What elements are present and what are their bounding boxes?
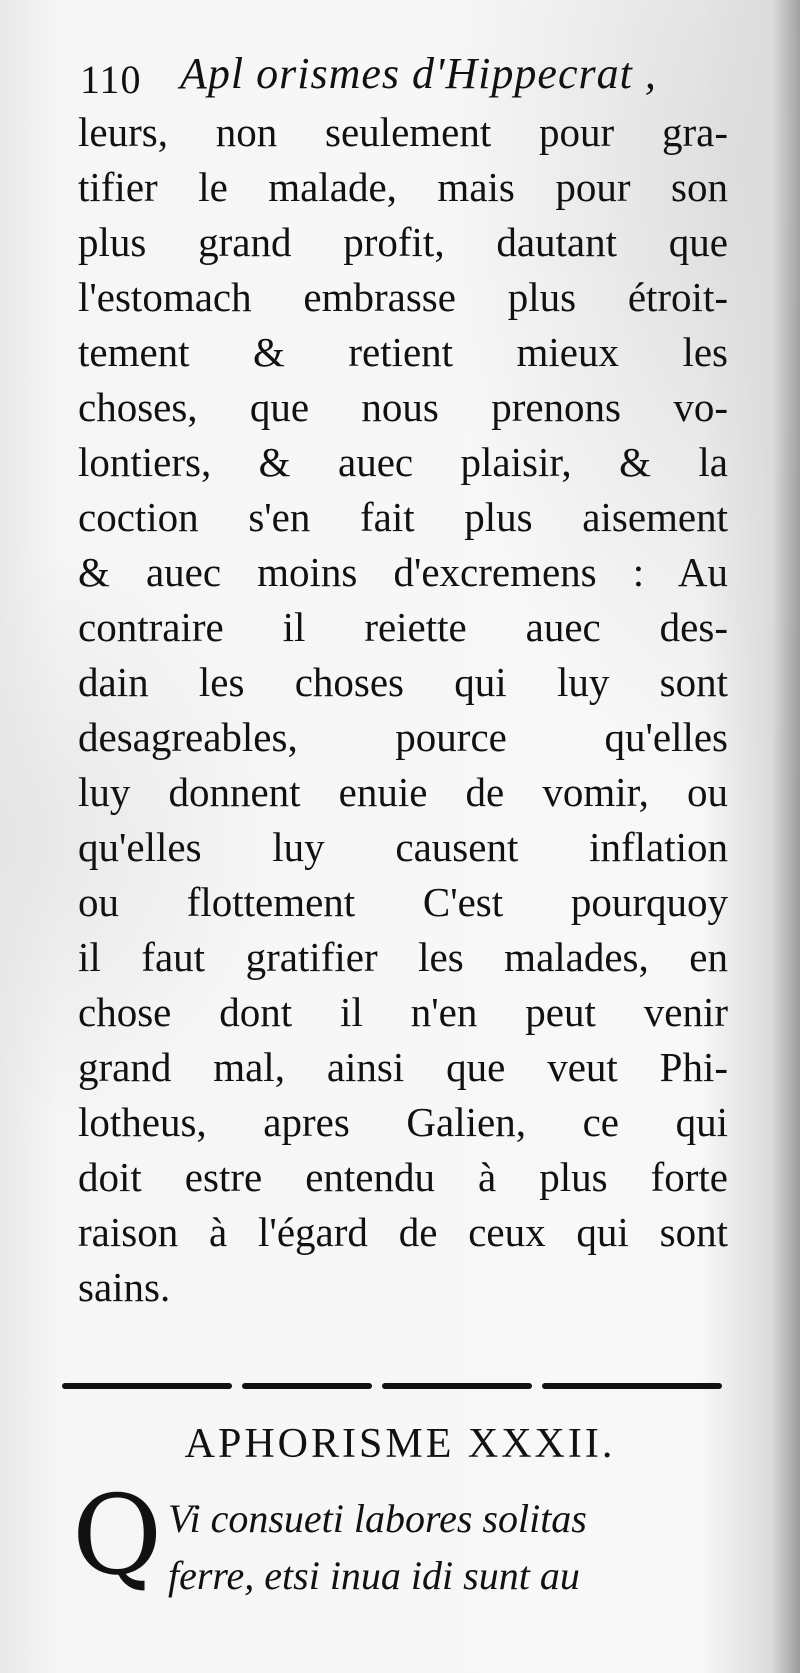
text-line: l'estomach embrasse plus étroit- <box>78 274 728 320</box>
text-line: chose dont il n'en peut venir <box>78 989 728 1035</box>
text-line: ou flottement C'est pourquoy <box>78 879 728 925</box>
text-line: doit estre entendu à plus forte <box>78 1154 728 1200</box>
page-number: 110 <box>80 57 142 102</box>
page-edge-shadow <box>772 0 800 1673</box>
text-line: luy donnent enuie de vomir, ou <box>78 769 728 815</box>
latin-text-line: Vi consueti labores solitas <box>168 1496 587 1541</box>
text-line: raison à l'égard de ceux qui sont <box>78 1209 728 1255</box>
text-line: grand mal, ainsi que veut Phi- <box>78 1044 728 1090</box>
text-line: contraire il reiette auec des- <box>78 604 728 650</box>
text-line: sains. <box>78 1264 171 1310</box>
text-line: choses, que nous prenons vo- <box>78 384 728 430</box>
rule-segment <box>382 1383 532 1389</box>
section-divider-rule <box>62 1380 722 1392</box>
page-header <box>80 48 740 108</box>
running-title: Apl orismes d'Hippecrat , <box>180 49 657 98</box>
text-line: lotheus, apres Galien, ce qui <box>78 1099 728 1145</box>
text-line: lontiers, & auec plaisir, & la <box>78 439 728 485</box>
text-line: plus grand profit, dautant que <box>78 219 728 265</box>
latin-text-line: ferre, etsi inua idi sunt au <box>168 1553 580 1598</box>
text-line: desagreables, pource qu'elles <box>78 714 728 760</box>
rule-segment <box>542 1383 722 1389</box>
text-line: il faut gratifier les malades, en <box>78 934 728 980</box>
text-line: & auec moins d'excremens : Au <box>78 549 728 595</box>
text-line: coction s'en fait plus aisement <box>78 494 728 540</box>
text-line: leurs, non seulement pour gra- <box>78 109 728 155</box>
drop-cap-letter: Q <box>72 1471 163 1599</box>
text-line: dain les choses qui luy sont <box>78 659 728 705</box>
rule-segment <box>242 1383 372 1389</box>
text-line: tement & retient mieux les <box>78 329 728 375</box>
rule-segment <box>62 1383 232 1389</box>
aphorism-heading: APHORISME XXXII. <box>184 1421 616 1467</box>
body-text <box>78 105 728 1315</box>
text-line: tifier le malade, mais pour son <box>78 164 728 210</box>
text-line: qu'elles luy causent inflation <box>78 824 728 870</box>
